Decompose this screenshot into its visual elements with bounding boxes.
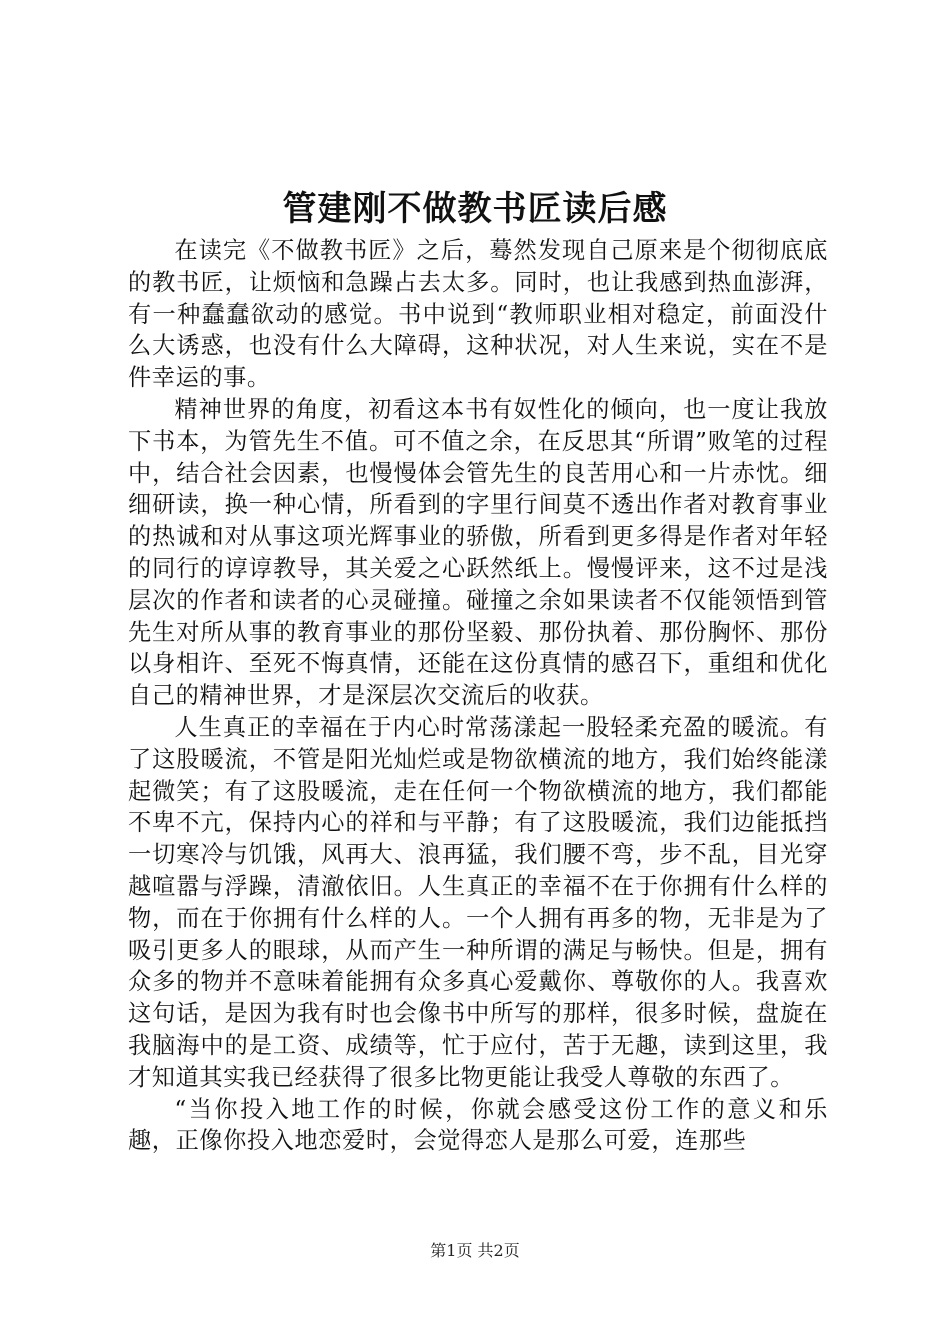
paragraph-3: 人生真正的幸福在于内心时常荡漾起一股轻柔充盈的暖流。有了这股暖流，不管是阳光灿烂或是物欲横流的地方，我们始终能漾起微笑；有了这股暖流，走在任何一个物欲横流的地方，我们都能不卑不亢，保持内心的祥和与平静；有了这股暖流，我们边能抵挡一切寒冷与饥饿，风再大、浪再猛，我们腰不弯，步不乱，目光穿越喧嚣与浮躁，清澈依旧。人生真正的幸福不在于你拥有什么样的物，而在于你拥有什么样的人。一个人拥有再多的物，无非是为了吸引更多人的眼球，从而产生一种所谓的满足与畅快。但是，拥有众多的物并不意味着能拥有众多真心爱戴你、尊敬你的人。我喜欢这句话，是因为我有时也会像书中所写的那样，很多时候，盘旋在我脑海中的是工资、成绩等，忙于应付，苦于无趣，读到这里，我才知道其实我已经获得了很多比物更能让我受人尊敬的东西了。 — [128, 713, 828, 1091]
document-body — [128, 235, 828, 1157]
paragraph-1: 在读完《不做教书匠》之后，蓦然发现自己原来是个彻彻底底的教书匠，让烦恼和急躁占去太多。同时，也让我感到热血澎湃，有一种蠢蠢欲动的感觉。书中说到“教师职业相对稳定，前面没什么大诱惑，也没有什么大障碍，这种状况，对人生来说，实在不是件幸运的事。 — [128, 237, 828, 392]
document-title: 管建刚不做教书匠读后感 — [282, 189, 668, 229]
page-number-footer: 第1页 共2页 — [430, 1241, 520, 1260]
paragraph-4: “当你投入地工作的时候，你就会感受这份工作的意义和乐趣，正像你投入地恋爱时，会觉得恋人是那么可爱，连那些 — [128, 1095, 828, 1155]
paragraph-2: 精神世界的角度，初看这本书有奴性化的倾向，也一度让我放下书本，为管先生不值。可不值之余，在反思其“所谓”败笔的过程中，结合社会因素，也慢慢体会管先生的良苦用心和一片赤忱。细细研读，换一种心情，所看到的字里行间莫不透出作者对教育事业的热诚和对从事这项光辉事业的骄傲，所看到更多得是作者对年轻的同行的谆谆教导，其关爱之心跃然纸上。慢慢评来，这不过是浅层次的作者和读者的心灵碰撞。碰撞之余如果读者不仅能领悟到管先生对所从事的教育事业的那份坚毅、那份执着、那份胸怀、那份以身相许、至死不悔真情，还能在这份真情的感召下，重组和优化自己的精神世界，才是深层次交流后的收获。 — [128, 395, 828, 710]
